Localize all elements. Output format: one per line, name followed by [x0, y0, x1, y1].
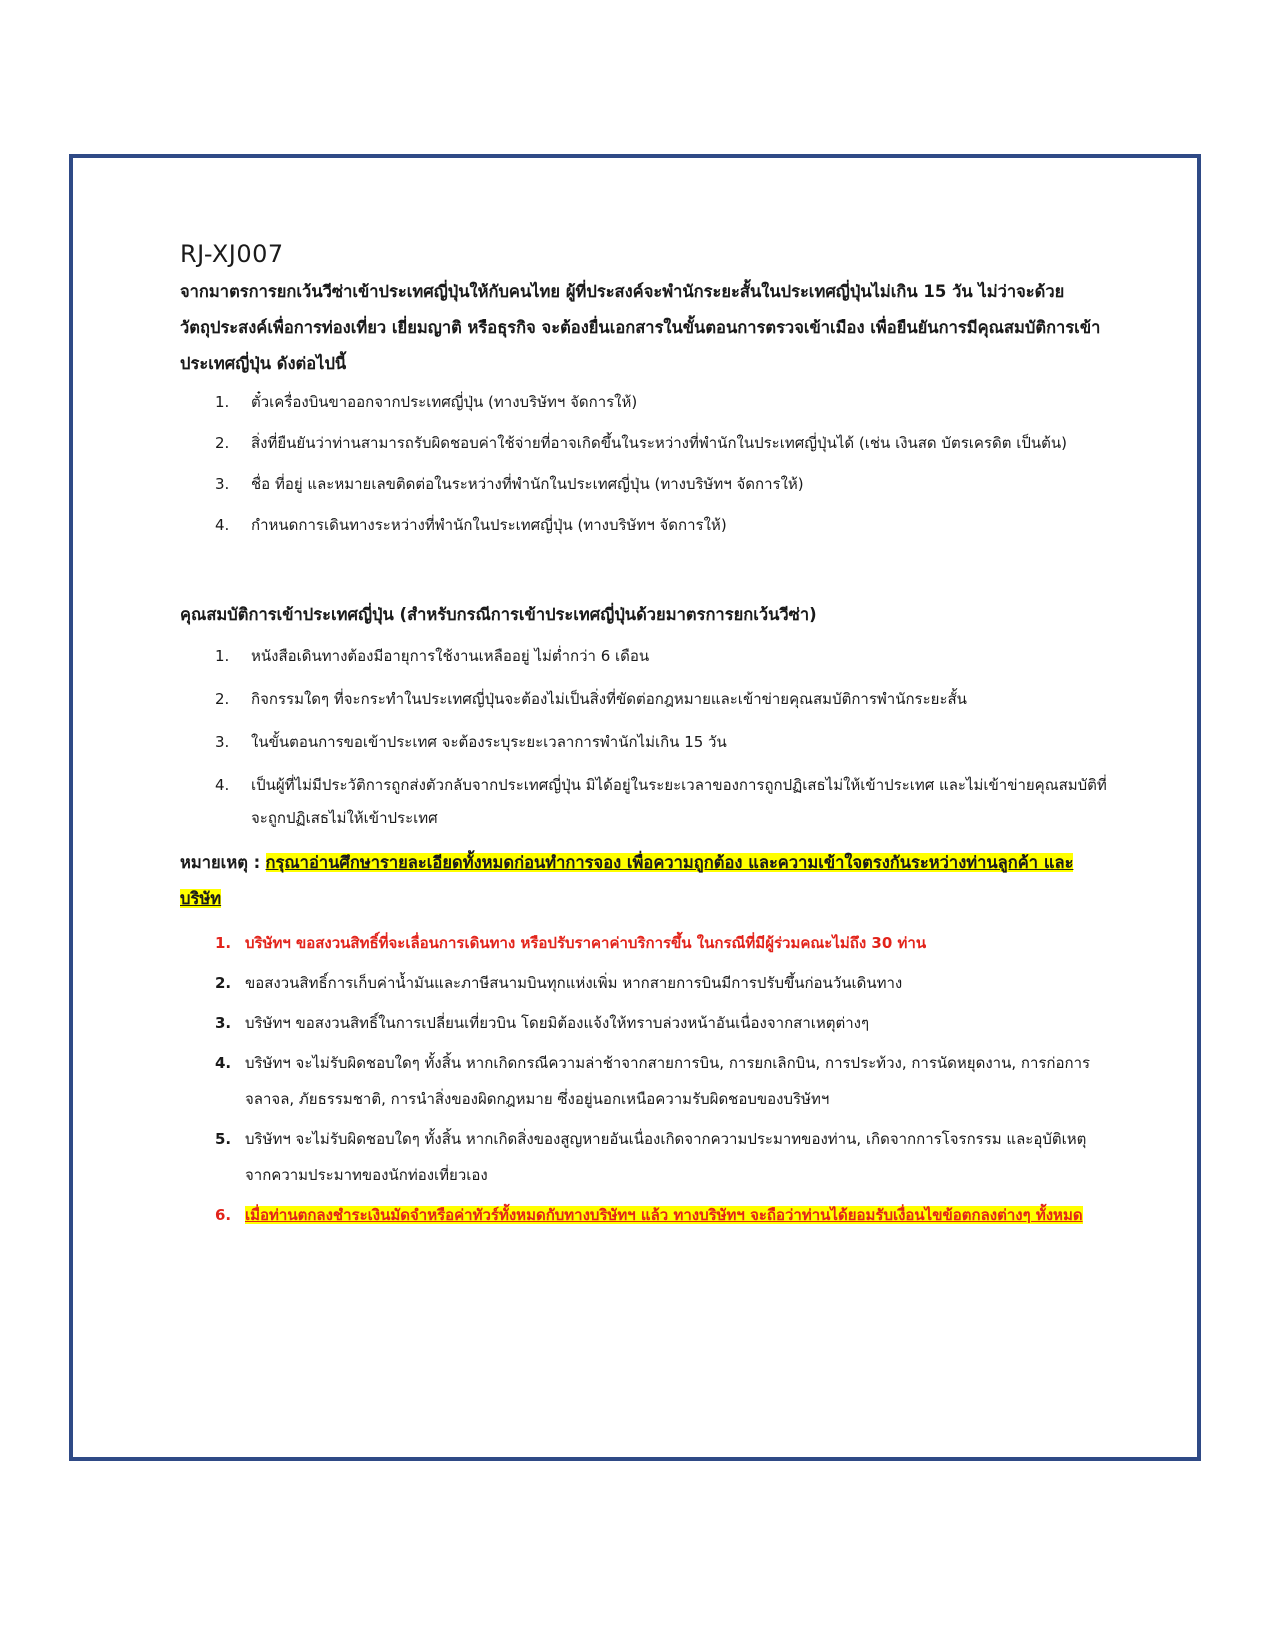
term-item-text: บริษัทฯ ขอสงวนสิทธิ์ที่จะเลื่อนการเดินทาง หรือปรับราคาค่าบริการขึ้น ในกรณีที่มีผู้ร่วมคณะไม่ถึง 30 ท่าน: [245, 934, 927, 952]
term-item: [180, 1197, 1110, 1233]
qualification-item-text: หนังสือเดินทางต้องมีอายุการใช้งานเหลืออยู่ ไม่ต่ำกว่า 6 เดือน: [251, 647, 650, 665]
note-label: หมายเหตุ :: [180, 853, 261, 872]
required-documents-list: [180, 386, 1110, 542]
qualification-item-text: ในขั้นตอนการขอเข้าประเทศ จะต้องระบุระยะเวลาการพำนักไม่เกิน 15 วัน: [251, 733, 727, 751]
term-item-number: 3.: [215, 1014, 232, 1032]
document-item-text: ชื่อ ที่อยู่ และหมายเลขติดต่อในระหว่างที่พำนักในประเทศญี่ปุ่น (ทางบริษัทฯ จัดการให้): [251, 475, 804, 493]
note-paragraph: [180, 845, 1110, 917]
note-text: กรุณาอ่านศึกษารายละเอียดทั้งหมดก่อนทำการจอง เพื่อความถูกต้อง และความเข้าใจตรงกันระหว่างท่านลูกค้า และบริษัท: [180, 853, 1074, 908]
term-item: [180, 925, 1110, 961]
term-item-number: 2.: [215, 974, 232, 992]
document-item-number: 3.: [215, 475, 230, 493]
qualification-item-number: 2.: [215, 690, 230, 708]
qualification-item-number: 3.: [215, 733, 230, 751]
qualification-item-text: เป็นผู้ที่ไม่มีประวัติการถูกส่งตัวกลับจากประเทศญี่ปุ่น มิได้อยู่ในระยะเวลาของการถูกปฏิเสธไม่ให้เข้าประเทศ และไม่เข้าข่ายคุณสมบัติที่จะถูกปฏิเสธไม่ให้เข้าประเทศ: [251, 776, 1107, 827]
term-item-number: 5.: [215, 1130, 232, 1148]
term-item: [180, 1045, 1110, 1117]
qualifications-list: [180, 640, 1110, 835]
document-item-number: 1.: [215, 393, 230, 411]
qualification-item: [180, 640, 1110, 673]
document-item-text: สิ่งที่ยืนยันว่าท่านสามารถรับผิดชอบค่าใช้จ่ายที่อาจเกิดขึ้นในระหว่างที่พำนักในประเทศญี่ปุ่นได้ (เช่น เงินสด บัตรเครดิต เป็นต้น): [251, 434, 1067, 452]
document-item: [180, 468, 1110, 501]
qualification-item-number: 1.: [215, 647, 230, 665]
document-item: [180, 386, 1110, 419]
document-item-number: 2.: [215, 434, 230, 452]
term-item: [180, 1121, 1110, 1193]
qualification-item: [180, 726, 1110, 759]
qualification-item-text: กิจกรรมใดๆ ที่จะกระทำในประเทศญี่ปุ่นจะต้องไม่เป็นสิ่งที่ขัดต่อกฎหมายและเข้าข่ายคุณสมบัติการพำนักระยะสั้น: [251, 690, 967, 708]
term-item-number: 4.: [215, 1054, 232, 1072]
document-item-text: ตั๋วเครื่องบินขาออกจากประเทศญี่ปุ่น (ทางบริษัทฯ จัดการให้): [251, 393, 638, 411]
term-item-highlighted-text: เมื่อท่านตกลงชำระเงินมัดจำหรือค่าทัวร์ทั้งหมดกับทางบริษัทฯ แล้ว ทางบริษัทฯ จะถือว่าท่านได้ยอมรับเงื่อนไขข้อตกลงต่างๆ ทั้งหมด: [245, 1206, 1083, 1224]
terms-list: [180, 925, 1110, 1233]
document-item-number: 4.: [215, 516, 230, 534]
qualification-item-number: 4.: [215, 776, 230, 794]
term-item-text: [245, 1197, 1110, 1233]
term-item-text: ขอสงวนสิทธิ์การเก็บค่าน้ำมันและภาษีสนามบินทุกแห่งเพิ่ม หากสายการบินมีการปรับขึ้นก่อนวันเดินทาง: [245, 974, 903, 992]
document-item-text: กำหนดการเดินทางระหว่างที่พำนักในประเทศญี่ปุ่น (ทางบริษัทฯ จัดการให้): [251, 516, 727, 534]
term-item-text: บริษัทฯ ขอสงวนสิทธิ์ในการเปลี่ยนเที่ยวบิน โดยมิต้องแจ้งให้ทราบล่วงหน้าอันเนื่องจากสาเหตุต่างๆ: [245, 1014, 870, 1032]
term-item: [180, 965, 1110, 1001]
qualifications-heading: คุณสมบัติการเข้าประเทศญี่ปุ่น (สำหรับกรณีการเข้าประเทศญี่ปุ่นด้วยมาตรการยกเว้นวีซ่า): [180, 605, 817, 624]
document-item: [180, 509, 1110, 542]
term-item: [180, 1005, 1110, 1041]
term-item-number: 6.: [215, 1206, 232, 1224]
term-item-number: 1.: [215, 934, 232, 952]
document-content: [180, 240, 1110, 1237]
document-item: [180, 427, 1110, 460]
intro-paragraph: จากมาตรการยกเว้นวีซ่าเข้าประเทศญี่ปุ่นให้กับคนไทย ผู้ที่ประสงค์จะพำนักระยะสั้นในประเทศญี่ปุ่นไม่เกิน 15 วัน ไม่ว่าจะด้วยวัตถุประสงค์เพื่อการท่องเที่ยว เยี่ยมญาติ หรือธุรกิจ จะต้องยื่นเอกสารในขั้นตอนการตรวจเข้าเมือง เพื่อยืนยันการมีคุณสมบัติการเข้าประเทศญี่ปุ่น ดังต่อไปนี้: [180, 282, 1101, 373]
qualification-item: [180, 769, 1110, 835]
document-code: RJ-XJ007: [180, 240, 284, 268]
term-item-text: บริษัทฯ จะไม่รับผิดชอบใดๆ ทั้งสิ้น หากเกิดกรณีความล่าช้าจากสายการบิน, การยกเลิกบิน, การประท้วง, การนัดหยุดงาน, การก่อการจลาจล, ภัยธรรมชาติ, การนำสิ่งของผิดกฎหมาย ซึ่งอยู่นอกเหนือความรับผิดชอบของบริษัทฯ: [245, 1054, 1091, 1108]
qualification-item: [180, 683, 1110, 716]
term-item-text: บริษัทฯ จะไม่รับผิดชอบใดๆ ทั้งสิ้น หากเกิดสิ่งของสูญหายอันเนื่องเกิดจากความประมาทของท่าน, เกิดจากการโจรกรรม และอุบัติเหตุจากความประมาทของนักท่องเที่ยวเอง: [245, 1130, 1087, 1184]
